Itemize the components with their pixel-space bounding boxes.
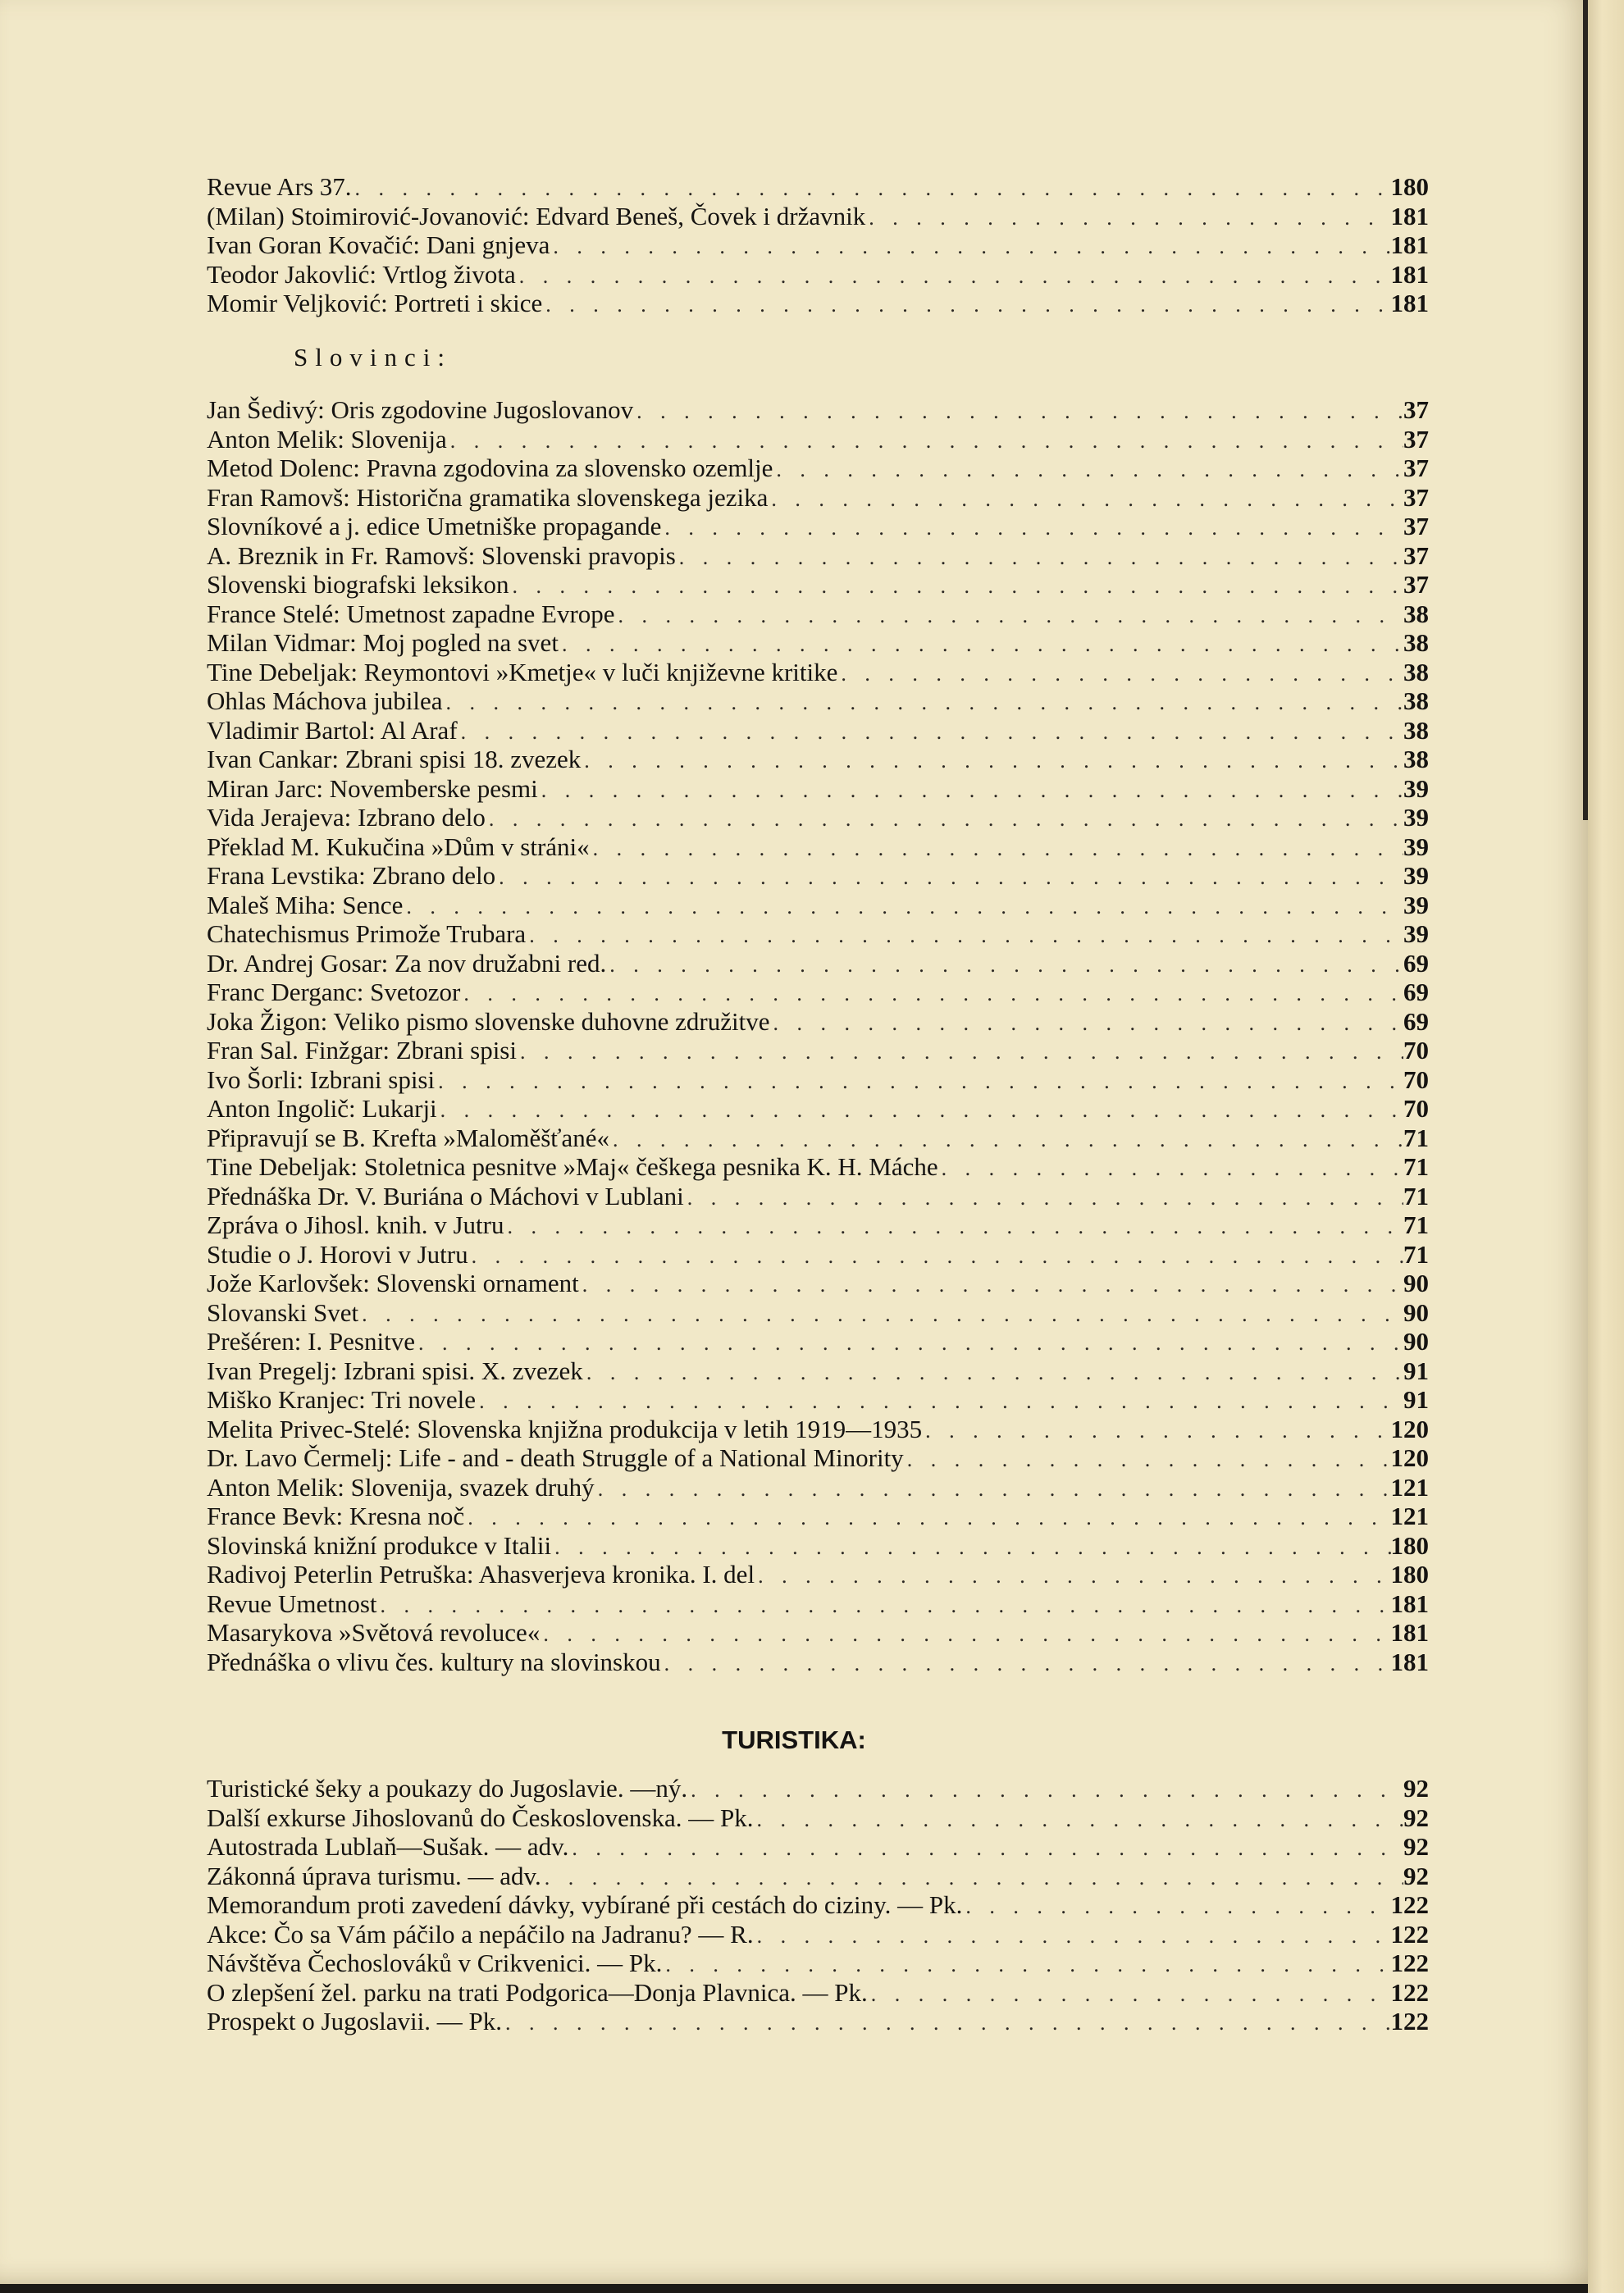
dot-leader: [513, 572, 1403, 601]
dot-leader: [691, 1776, 1403, 1805]
toc-entry-page-number: 90: [1403, 1269, 1429, 1297]
dot-leader: [776, 455, 1403, 485]
dot-leader: [907, 1445, 1391, 1475]
toc-entry-page-number: 38: [1403, 599, 1429, 628]
toc-entry: [207, 803, 1429, 832]
toc-section-turistika: [207, 1774, 1429, 2036]
dot-leader: [582, 1270, 1403, 1300]
dot-leader: [529, 921, 1403, 950]
toc-entry: [207, 512, 1429, 541]
toc-entry: [207, 454, 1429, 483]
dot-leader: [664, 513, 1403, 543]
toc-entry-title: Jože Karlovšek: Slovenski ornament: [207, 1269, 579, 1297]
toc-entry: [207, 658, 1429, 687]
toc-entry-page-number: 71: [1403, 1210, 1429, 1239]
toc-entry-title: Zpráva o Jihosl. knih. v Jutru: [207, 1210, 504, 1239]
toc-entry-page-number: 69: [1403, 1006, 1429, 1036]
dot-leader: [438, 1067, 1403, 1096]
toc-entry-page-number: 70: [1403, 1094, 1429, 1123]
toc-entry-page-number: 92: [1403, 1832, 1429, 1861]
toc-entry-title: Turistické šeky a poukazy do Jugoslavie. —ný.: [207, 1774, 688, 1803]
toc-entry: [207, 570, 1429, 599]
toc-entry: [207, 1298, 1429, 1328]
toc-entry-title: Přednáška Dr. V. Buriána o Máchovi v Lublani: [207, 1181, 684, 1210]
toc-entry-title: Miran Jarc: Novemberske pesmi: [207, 773, 538, 803]
toc-entry-title: Anton Melik: Slovenija: [207, 424, 447, 454]
dot-leader: [771, 485, 1403, 514]
toc-entry-page-number: 92: [1403, 1803, 1429, 1832]
toc-entry: [207, 1589, 1429, 1619]
toc-entry: [207, 1531, 1429, 1561]
toc-entry-page-number: 122: [1390, 2007, 1429, 2035]
toc-entry-page-number: 180: [1390, 1530, 1429, 1560]
toc-entry-title: Akce: Čo sa Vám páčilo a nepáčilo na Jadranu? — R.: [207, 1919, 754, 1949]
toc-entry-title: Slovníkové a j. edice Umetniške propagande: [207, 512, 662, 540]
toc-entry-title: Fran Ramovš: Historična gramatika slovenskega jezika: [207, 482, 769, 512]
toc-entry: [207, 1862, 1429, 1891]
toc-entry-page-number: 70: [1403, 1036, 1429, 1064]
section-heading-slovinci: Slovinci:: [294, 343, 452, 372]
toc-entry: [207, 1949, 1429, 1978]
toc-entry: [207, 541, 1429, 571]
dot-leader: [679, 543, 1403, 572]
toc-entry-page-number: 120: [1390, 1414, 1429, 1443]
toc-entry: [207, 1832, 1429, 1862]
toc-entry-page-number: 39: [1403, 890, 1429, 919]
toc-entry: [207, 686, 1429, 716]
dot-leader: [489, 805, 1403, 834]
toc-entry-title: Teodor Jakovlić: Vrtlog života: [207, 259, 516, 289]
toc-entry-page-number: 39: [1403, 919, 1429, 948]
dot-leader: [519, 262, 1391, 291]
toc-entry-page-number: 37: [1403, 570, 1429, 599]
toc-entry: [207, 861, 1429, 891]
toc-entry-page-number: 38: [1403, 657, 1429, 686]
toc-entry: [207, 1443, 1429, 1473]
toc-entry-title: Slovenski biografski leksikon: [207, 570, 509, 599]
dot-leader: [479, 1387, 1403, 1416]
dot-leader: [468, 1503, 1390, 1533]
dot-leader: [636, 397, 1403, 426]
toc-entry: [207, 745, 1429, 774]
toc-entry: [207, 1502, 1429, 1531]
dot-leader: [545, 290, 1390, 320]
toc-entry: [207, 1648, 1429, 1677]
toc-entry: [207, 202, 1429, 231]
toc-entry-page-number: 181: [1390, 289, 1429, 317]
dot-leader: [554, 1533, 1390, 1562]
toc-entry-title: Zákonná úprava turismu. — adv.: [207, 1861, 541, 1890]
toc-entry-page-number: 37: [1403, 454, 1429, 482]
toc-entry-title: Ohlas Máchova jubilea: [207, 686, 443, 715]
dot-leader: [593, 834, 1403, 864]
toc-entry: [207, 483, 1429, 513]
dot-leader: [613, 1125, 1403, 1155]
dot-leader: [687, 1183, 1403, 1213]
toc-entry-title: Milan Vidmar: Moj pogled na svet: [207, 628, 559, 657]
toc-entry-title: O zlepšení žel. parku na trati Podgorica—Donja Plavnica. — Pk.: [207, 1977, 868, 2007]
toc-entry-page-number: 122: [1390, 1919, 1429, 1949]
toc-entry-page-number: 122: [1390, 1977, 1429, 2007]
toc-entry: [207, 1560, 1429, 1589]
toc-entry-title: Prešéren: I. Pesnitve: [207, 1327, 415, 1356]
toc-entry-title: France Stelé: Umetnost zapadne Evrope: [207, 599, 615, 628]
toc-entry: [207, 1007, 1429, 1037]
dot-leader: [965, 1892, 1390, 1921]
toc-entry-title: Vida Jerajeva: Izbrano delo: [207, 803, 486, 832]
toc-entry-page-number: 37: [1403, 395, 1429, 424]
dot-leader: [362, 1300, 1403, 1329]
page-right-edge: [1588, 0, 1624, 2293]
toc-entry-page-number: 122: [1390, 1949, 1429, 1977]
toc-entry-page-number: 37: [1403, 540, 1429, 570]
toc-entry: [207, 425, 1429, 454]
toc-entry: [207, 1210, 1429, 1240]
toc-entry: [207, 1269, 1429, 1298]
dot-leader: [586, 1358, 1403, 1388]
toc-entry-page-number: 181: [1390, 230, 1429, 259]
toc-entry: [207, 1385, 1429, 1415]
toc-entry: [207, 774, 1429, 804]
toc-entry-page-number: 69: [1403, 978, 1429, 1006]
toc-entry: [207, 716, 1429, 745]
toc-entry: [207, 891, 1429, 920]
toc-entry: [207, 1240, 1429, 1270]
toc-entry-page-number: 39: [1403, 861, 1429, 890]
toc-entry-title: France Bevk: Kresna noč: [207, 1502, 465, 1530]
dot-leader: [562, 630, 1403, 659]
toc-entry: [207, 628, 1429, 658]
toc-entry-page-number: 71: [1403, 1152, 1429, 1181]
toc-entry: [207, 1978, 1429, 2008]
dot-leader: [598, 1475, 1391, 1504]
toc-entry-title: Masarykova »Světová revoluce«: [207, 1618, 541, 1647]
toc-entry-page-number: 181: [1390, 259, 1429, 289]
toc-entry: [207, 1065, 1429, 1095]
toc-entry-page-number: 38: [1403, 745, 1429, 773]
toc-entry: [207, 599, 1429, 629]
toc-entry-title: Ivan Pregelj: Izbrani spisi. X. zvezek: [207, 1356, 583, 1385]
toc-entry: [207, 1327, 1429, 1356]
dot-leader: [618, 601, 1403, 631]
toc-section-top: [207, 172, 1429, 318]
toc-entry-page-number: 121: [1390, 1472, 1429, 1502]
toc-entry-title: Revue Ars 37.: [207, 172, 352, 201]
dot-leader: [472, 1242, 1403, 1271]
toc-entry-page-number: 37: [1403, 482, 1429, 512]
toc-entry-title: Revue Umetnost: [207, 1589, 377, 1618]
toc-entry: [207, 1920, 1429, 1949]
toc-entry-page-number: 38: [1403, 686, 1429, 715]
dot-leader: [757, 1921, 1391, 1951]
dot-leader: [664, 1649, 1391, 1679]
dot-leader: [508, 1212, 1404, 1242]
toc-entry-page-number: 91: [1403, 1385, 1429, 1414]
toc-entry-page-number: 180: [1390, 172, 1429, 201]
toc-entry-title: Ivo Šorli: Izbrani spisi: [207, 1064, 436, 1094]
dot-leader: [406, 892, 1403, 922]
toc-entry-page-number: 71: [1403, 1123, 1429, 1152]
toc-entry-page-number: 181: [1390, 1589, 1429, 1618]
toc-entry-title: Další exkurse Jihoslovanů do Československa. — Pk.: [207, 1803, 754, 1832]
toc-entry-title: Melita Privec-Stelé: Slovenska knjižna produkcija v letih 1919—1935: [207, 1414, 923, 1443]
toc-entry: [207, 260, 1429, 289]
toc-entry-page-number: 92: [1403, 1774, 1429, 1803]
toc-entry: [207, 919, 1429, 949]
toc-entry-title: Franc Derganc: Svetozor: [207, 978, 461, 1006]
dot-leader: [355, 174, 1391, 203]
toc-entry: [207, 1152, 1429, 1182]
toc-entry-title: Joka Žigon: Veliko pismo slovenske duhovne združitve: [207, 1006, 770, 1036]
toc-entry-title: Metod Dolenc: Pravna zgodovina za slovensko ozemlje: [207, 454, 773, 482]
toc-entry-title: Dr. Lavo Čermelj: Life - and - death Struggle of a National Minority: [207, 1443, 904, 1472]
toc-entry-title: Návštěva Čechoslováků v Crikvenici. — Pk.: [207, 1949, 663, 1977]
toc-entry-page-number: 39: [1403, 803, 1429, 832]
dot-leader: [871, 1980, 1391, 2009]
toc-entry-title: Jan Šedivý: Oris zgodovine Jugoslovanov: [207, 395, 634, 424]
dot-leader: [450, 426, 1403, 456]
toc-entry-title: Radivoj Peterlin Petruška: Ahasverjeva kronika. I. del: [207, 1560, 755, 1589]
toc-entry-title: Momir Veljković: Portreti i skice: [207, 289, 543, 317]
toc-entry-page-number: 90: [1403, 1297, 1429, 1327]
dot-leader: [841, 659, 1403, 689]
dot-leader: [942, 1154, 1403, 1183]
toc-entry: [207, 1356, 1429, 1386]
toc-entry-page-number: 92: [1403, 1861, 1429, 1890]
dot-leader: [463, 979, 1403, 1009]
toc-entry-title: Prospekt o Jugoslavii. — Pk.: [207, 2007, 502, 2035]
toc-entry-title: A. Breznik in Fr. Ramovš: Slovenski pravopis: [207, 540, 676, 570]
toc-entry-title: Vladimir Bartol: Al Araf: [207, 715, 458, 745]
dot-leader: [665, 1950, 1390, 1980]
toc-entry-title: Tine Debeljak: Reymontovi »Kmetje« v luči književne kritike: [207, 657, 838, 686]
toc-entry-page-number: 180: [1390, 1560, 1429, 1589]
toc-entry-title: Anton Ingolič: Lukarji: [207, 1094, 437, 1123]
toc-entry-page-number: 39: [1403, 832, 1429, 861]
toc-entry: [207, 289, 1429, 318]
toc-entry-page-number: 122: [1390, 1890, 1429, 1919]
toc-entry: [207, 1774, 1429, 1803]
dot-leader: [545, 1863, 1403, 1893]
toc-entry-title: Slovinská knižní produkce v Italii: [207, 1530, 552, 1560]
dot-leader: [381, 1591, 1391, 1621]
dot-leader: [520, 1037, 1403, 1067]
toc-entry: [207, 949, 1429, 978]
toc-entry: [207, 230, 1429, 260]
toc-entry-page-number: 38: [1403, 715, 1429, 745]
toc-entry: [207, 395, 1429, 425]
toc-entry-title: Dr. Andrej Gosar: Za nov družabni red.: [207, 948, 607, 978]
toc-entry-page-number: 181: [1390, 201, 1429, 230]
dot-leader: [553, 232, 1390, 262]
toc-entry-page-number: 37: [1403, 424, 1429, 454]
toc-entry-page-number: 90: [1403, 1327, 1429, 1356]
toc-entry-title: Slovanski Svet: [207, 1297, 359, 1327]
toc-entry-title: Ivan Goran Kovačić: Dani gnjeva: [207, 230, 550, 259]
toc-entry-title: Překlad M. Kukučina »Dům v stráni«: [207, 832, 590, 861]
toc-entry-page-number: 181: [1390, 1618, 1429, 1647]
toc-entry-title: Maleš Miha: Sence: [207, 890, 404, 919]
dot-leader: [541, 776, 1403, 805]
section-heading-turistika: TURISTIKA:: [722, 1725, 866, 1754]
dot-leader: [446, 688, 1403, 718]
dot-leader: [461, 718, 1403, 747]
toc-entry-page-number: 71: [1403, 1181, 1429, 1210]
dot-leader: [572, 1834, 1403, 1863]
toc-entry: [207, 1094, 1429, 1124]
toc-entry-title: Miško Kranjec: Tri novele: [207, 1385, 477, 1414]
dot-leader: [505, 2008, 1391, 2038]
toc-entry: [207, 172, 1429, 202]
toc-entry: [207, 2007, 1429, 2036]
toc-entry: [207, 1803, 1429, 1833]
toc-entry-page-number: 69: [1403, 948, 1429, 978]
toc-entry-page-number: 181: [1390, 1647, 1429, 1676]
toc-entry-page-number: 38: [1403, 628, 1429, 657]
toc-entry: [207, 1618, 1429, 1648]
toc-entry-page-number: 91: [1403, 1356, 1429, 1385]
dot-leader: [418, 1329, 1403, 1358]
dot-leader: [543, 1620, 1390, 1649]
dot-leader: [440, 1096, 1403, 1125]
toc-entry-title: Přednáška o vlivu čes. kultury na slovinskou: [207, 1647, 661, 1676]
toc-entry-title: Tine Debeljak: Stoletnica pesnitve »Maj« češkega pesnika K. H. Máche: [207, 1152, 938, 1181]
toc-entry-title: (Milan) Stoimirović-Jovanović: Edvard Beneš, Čovek i državnik: [207, 201, 866, 230]
dot-leader: [584, 746, 1403, 776]
toc-entry: [207, 1036, 1429, 1065]
dot-leader: [925, 1416, 1390, 1446]
toc-entry-page-number: 37: [1403, 512, 1429, 540]
toc-entry-page-number: 70: [1403, 1064, 1429, 1094]
toc-entry-title: Připravují se B. Krefta »Maloměšťané«: [207, 1123, 610, 1152]
toc-section-slovinci: [207, 395, 1429, 1676]
toc-entry: [207, 1415, 1429, 1444]
toc-entry: [207, 1182, 1429, 1211]
dot-leader: [499, 863, 1403, 892]
dot-leader: [758, 1561, 1390, 1591]
dot-leader: [869, 203, 1390, 233]
toc-entry-title: Memorandum proti zavedení dávky, vybírané při cestách do ciziny. — Pk.: [207, 1890, 963, 1919]
toc-entry-title: Chatechismus Primože Trubara: [207, 919, 527, 948]
toc-entry-title: Fran Sal. Finžgar: Zbrani spisi: [207, 1036, 517, 1064]
dot-leader: [609, 950, 1403, 980]
toc-entry-title: Autostrada Lublaň—Sušak. — adv.: [207, 1832, 569, 1861]
toc-entry-title: Anton Melik: Slovenija, svazek druhý: [207, 1472, 595, 1502]
toc-entry-title: Studie o J. Horovi v Jutru: [207, 1239, 468, 1269]
toc-entry-page-number: 39: [1403, 773, 1429, 803]
toc-entry-page-number: 121: [1390, 1502, 1429, 1530]
dot-leader: [756, 1805, 1403, 1835]
toc-entry-title: Frana Levstika: Zbrano delo: [207, 861, 496, 890]
toc-entry: [207, 1124, 1429, 1153]
toc-entry: [207, 1473, 1429, 1502]
toc-entry: [207, 1890, 1429, 1920]
dot-leader: [773, 1009, 1404, 1038]
toc-entry: [207, 978, 1429, 1007]
toc-entry-page-number: 120: [1390, 1443, 1429, 1472]
toc-entry: [207, 832, 1429, 862]
toc-entry-title: Ivan Cankar: Zbrani spisi 18. zvezek: [207, 745, 582, 773]
toc-entry-page-number: 71: [1403, 1239, 1429, 1269]
